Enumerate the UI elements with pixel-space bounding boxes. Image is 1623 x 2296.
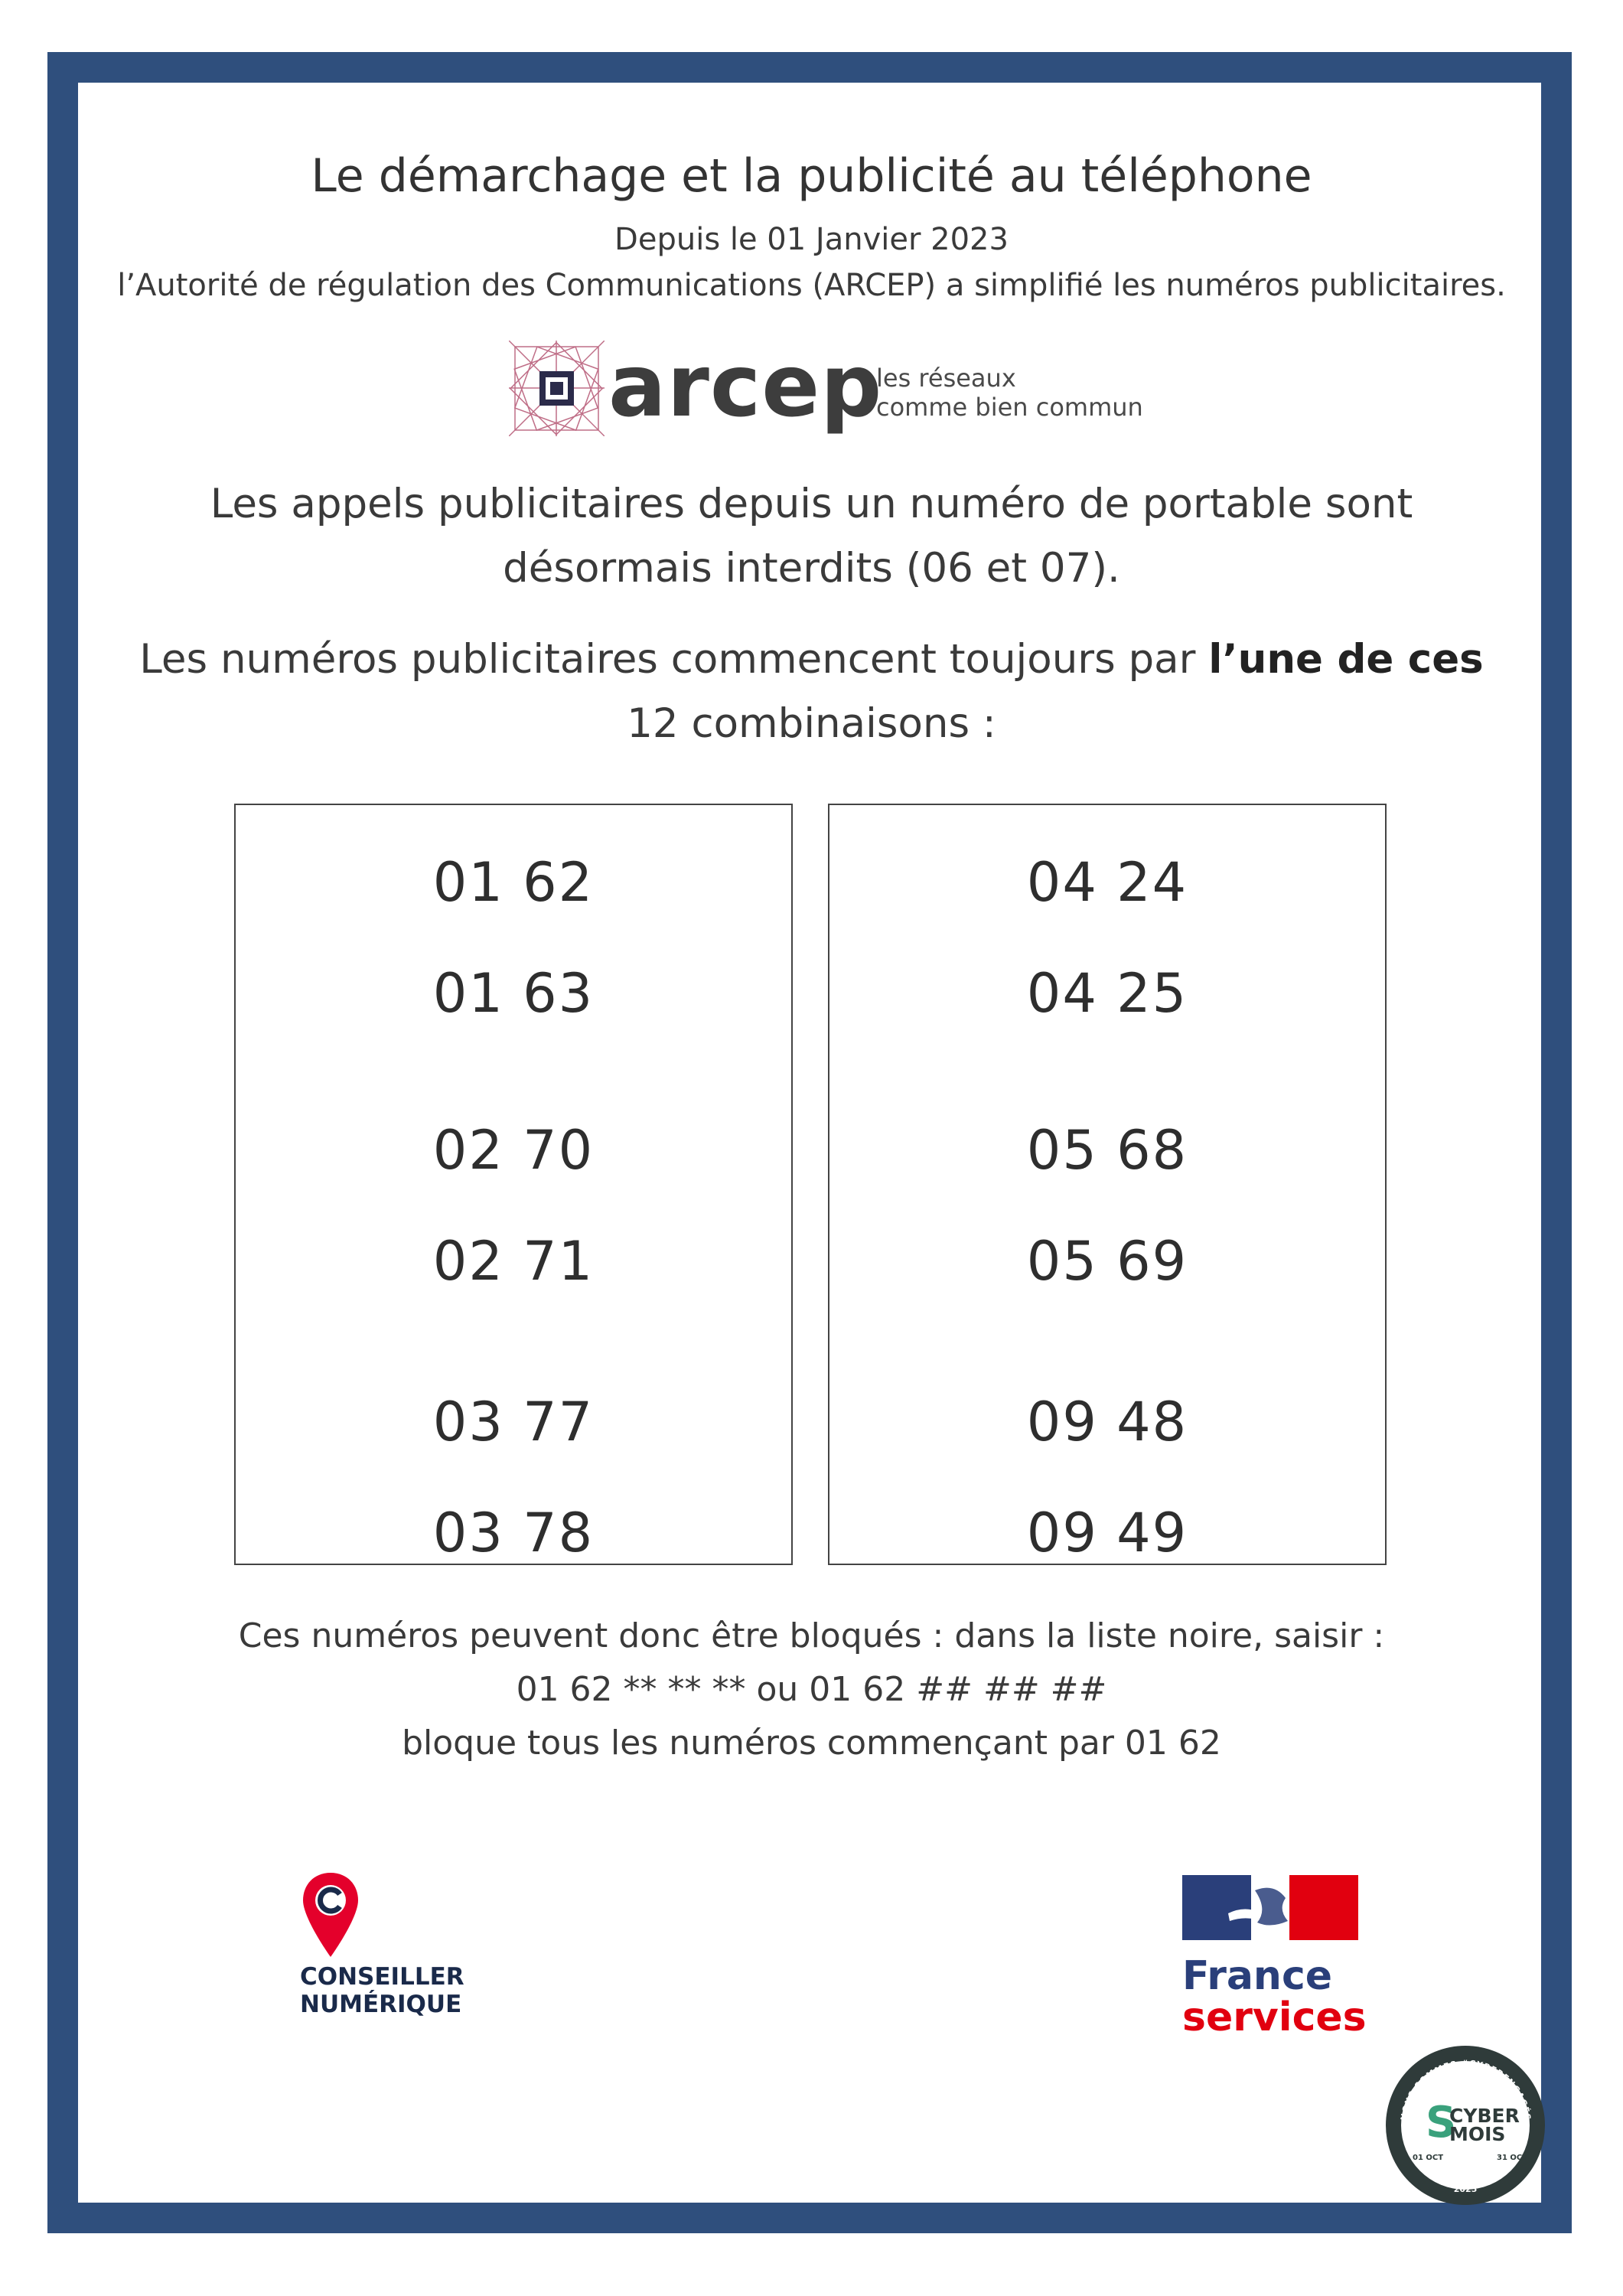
prefix-box-right [828,804,1387,1565]
cybermois-badge [1383,2043,1548,2208]
block-instruction-line-3: bloque tous les numéros commençant par 01 62 [402,1724,1221,1763]
arcep-logo [509,337,1182,452]
date-line: Depuis le 01 Janvier 2023 [614,222,1009,257]
prefix-number: 03 77 [432,1391,595,1453]
prefix-number: 09 49 [1026,1502,1188,1564]
page-title: Le démarchage et la publicité au téléphone [311,149,1312,203]
prefix-box-left [234,804,793,1565]
arcep-tagline-1: les réseaux [876,364,1016,393]
arcep-emblem-icon [509,341,605,436]
prefix-intro-plain: Les numéros publicitaires commencent toujours par [139,636,1209,683]
prefix-number: 04 24 [1026,851,1188,914]
prefix-number: 01 63 [432,962,595,1025]
cybermois-edition: ÉDITION [1433,2166,1498,2182]
cybermois-name-1: CYBER [1449,2105,1520,2127]
cybermois-badge-icon [1383,2043,1548,2208]
map-pin-icon [300,1871,361,1959]
authority-line: l’Autorité de régulation des Communications (ARCEP) a simplifié les numéros publicitaires. [117,268,1506,303]
conseiller-label-1: CONSEILLER [300,1963,464,1991]
cybermois-start: 01 OCT [1413,2154,1444,2162]
services-label: services [1182,1994,1367,2040]
arcep-tagline [876,364,1143,422]
cybermois-name-2: MOIS [1449,2123,1506,2145]
mobile-ban-line-2: désormais interdits (06 et 07). [503,545,1120,592]
prefix-number: 03 78 [432,1502,595,1564]
arcep-tagline-2: comme bien commun [876,393,1143,422]
prefix-number: 04 25 [1026,962,1188,1025]
france-label: France [1182,1953,1333,1999]
block-instruction-line-2: 01 62 ** ** ** ou 01 62 ## ## ## [516,1670,1107,1709]
prefix-intro-text [0,628,1623,756]
prefix-number: 02 70 [432,1119,595,1182]
mobile-ban-line-1: Les appels publicitaires depuis un numéro de portable sont [210,481,1413,527]
cybermois-year: 2025 [1453,2184,1478,2194]
conseiller-label [300,1963,464,2018]
prefix-number: 02 71 [432,1230,595,1293]
cybermois-top-text: NOUS SOMMES #CYBERENGAGÉS [1399,2058,1533,2122]
prefix-intro-line-1 [0,628,1623,692]
arcep-wordmark: arcep [608,337,883,436]
prefix-intro-bold: l’une de ces [1208,636,1484,683]
prefix-number: 05 69 [1026,1230,1188,1293]
svg-text:S: S [1426,2098,1457,2148]
prefix-number: 09 48 [1026,1391,1188,1453]
marianne-flag-icon [1182,1875,1358,1940]
prefix-number: 01 62 [432,851,595,914]
conseiller-label-2: NUMÉRIQUE [300,1991,462,2018]
mobile-ban-text [0,472,1623,601]
france-services-label [1182,1955,1367,2038]
prefix-number: 05 68 [1026,1119,1188,1182]
cybermois-end: 31 OCT [1497,2154,1528,2162]
prefix-intro-line-2: 12 combinaisons : [627,700,996,747]
block-instruction-line-1: Ces numéros peuvent donc être bloqués : dans la liste noire, saisir : [238,1616,1385,1655]
